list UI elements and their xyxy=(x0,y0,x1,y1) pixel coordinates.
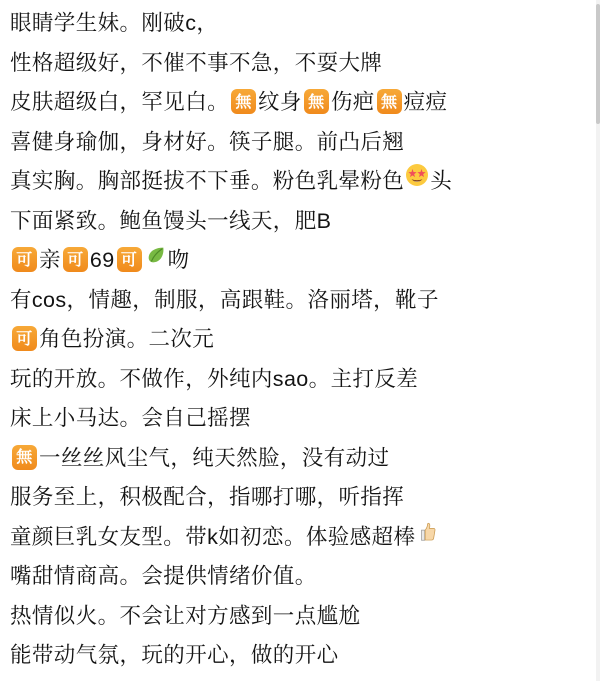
star-struck-face-emoji xyxy=(405,161,429,201)
text-run: 痘痘 xyxy=(403,90,448,114)
text-run: 热情似火。不会让对方感到一点尴尬 xyxy=(10,603,361,628)
text-run: 能带动气氛，玩的开心，做的开心 xyxy=(10,643,339,667)
orange-kanji-badge-icon: 無 xyxy=(231,89,256,114)
text-run: 皮肤超级白，罕见白。 xyxy=(10,90,230,114)
thumbs-up-emoji xyxy=(416,517,438,557)
text-run: 一丝丝风尘气，纯天然脸，没有动过 xyxy=(39,445,390,470)
orange-kanji-badge-icon: 可 xyxy=(63,247,88,272)
text-run: 嘴甜情商高。会提供情绪价值。 xyxy=(10,564,317,588)
text-line xyxy=(10,241,590,281)
orange-kanji-badge-icon: 無 xyxy=(12,445,37,470)
text-run: 下面紧致。鲍鱼馒头一线天，肥B xyxy=(10,208,332,233)
text-run: 眼睛学生妹。刚破c， xyxy=(10,11,219,35)
text-run: 有cos，情趣，制服，高跟鞋。洛丽塔，靴子 xyxy=(10,287,439,312)
text-line xyxy=(10,597,590,637)
scrollbar-track[interactable] xyxy=(596,0,600,681)
text-run: 角色扮演。二次元 xyxy=(39,327,215,351)
text-line xyxy=(10,360,590,400)
text-line xyxy=(10,281,590,321)
text-line xyxy=(10,439,590,479)
text-run: 玩的开放。不做作，外纯内sao。主打反差 xyxy=(10,366,419,391)
text-line xyxy=(10,123,590,163)
text-run: 性格超级好，不催不事不急，不耍大牌 xyxy=(10,50,383,75)
text-run: 真实胸。胸部挺拔不下垂。粉色乳晕粉色 xyxy=(10,169,405,193)
text-line xyxy=(10,162,590,202)
text-run: 服务至上，积极配合，指哪打哪，听指挥 xyxy=(10,485,405,509)
text-line xyxy=(10,4,590,44)
text-run: 伤疤 xyxy=(330,90,375,114)
text-run: 床上小马达。会自己摇摆 xyxy=(10,406,251,430)
orange-kanji-badge-icon: 可 xyxy=(12,326,37,351)
orange-kanji-badge-icon: 可 xyxy=(117,247,142,272)
text-line xyxy=(10,202,590,242)
leaf-emoji xyxy=(145,240,167,280)
orange-kanji-badge-icon: 無 xyxy=(304,89,329,114)
text-run: 头 xyxy=(430,169,453,193)
text-body xyxy=(10,4,590,676)
text-line xyxy=(10,83,590,123)
text-run: 童颜巨乳女友型。带k如初恋。体验感超棒 xyxy=(10,524,416,549)
text-line xyxy=(10,518,590,558)
text-line xyxy=(10,478,590,518)
text-line xyxy=(10,636,590,676)
text-line xyxy=(10,399,590,439)
text-run: 吻 xyxy=(167,248,190,272)
text-line xyxy=(10,320,590,360)
text-run: 喜健身瑜伽，身材好。筷子腿。前凸后翘 xyxy=(10,129,405,154)
scrollbar-thumb[interactable] xyxy=(596,4,600,124)
text-run: 纹身 xyxy=(258,90,302,114)
text-run: 亲 xyxy=(39,248,61,272)
orange-kanji-badge-icon: 無 xyxy=(377,89,402,114)
text-line xyxy=(10,557,590,597)
text-run: 69 xyxy=(89,248,115,272)
text-line xyxy=(10,44,590,84)
orange-kanji-badge-icon: 可 xyxy=(12,247,37,272)
